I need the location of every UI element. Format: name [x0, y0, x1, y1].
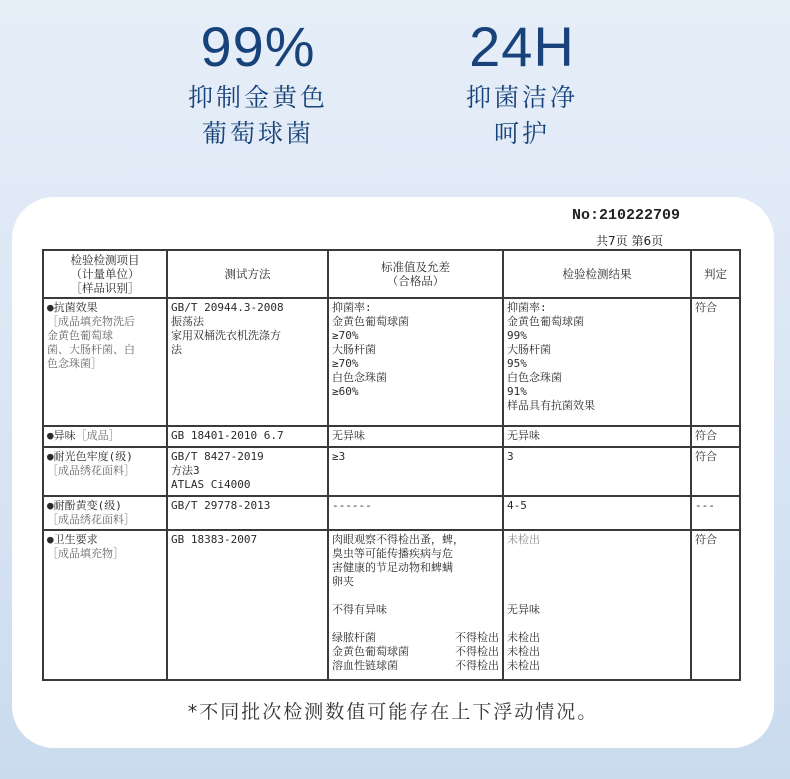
- method-cell: GB 18401-2010 6.7: [167, 426, 328, 447]
- item-name: ●异味: [47, 429, 76, 443]
- item-name: ●抗菌效果: [47, 301, 98, 314]
- result-pests: 未检出: [507, 532, 540, 546]
- item-name: ●卫生要求: [47, 532, 98, 546]
- verdict-cell: 符合: [691, 298, 740, 426]
- item-sample: ［成品填充物洗后 金黄色葡萄球 菌、大肠杆菌、白 色念珠菌］: [47, 315, 135, 370]
- result-cell: 4-5: [503, 496, 691, 530]
- bacteria-name: 溶血性链球菌: [332, 658, 398, 672]
- table-row: [43, 298, 740, 426]
- header-verdict: 判定: [691, 250, 740, 298]
- header-item: 检验检测项目 （计量单位） ［样品识别］: [43, 250, 167, 298]
- stat-caption-line2: 呵护: [493, 119, 550, 148]
- standard-odor: 不得有异味: [332, 602, 387, 616]
- item-cell: [43, 426, 167, 447]
- standard-cell: [328, 530, 503, 680]
- result-bacteria-1: 未检出: [507, 630, 540, 644]
- item-name: ●耐酚黄变(级): [47, 498, 122, 512]
- result-bacteria-2: 未检出: [507, 644, 540, 658]
- method-cell: GB 18383-2007: [167, 530, 328, 680]
- stat-caption-line1: 抑制金黄色: [187, 83, 328, 112]
- item-cell: [43, 530, 167, 680]
- bacteria-standard: 不得检出: [455, 658, 499, 672]
- item-cell: [43, 298, 167, 426]
- standard-cell: ≥3: [328, 447, 503, 495]
- result-cell: 3: [503, 447, 691, 495]
- report-number: No:210222709: [572, 207, 681, 224]
- item-cell: [43, 447, 167, 495]
- header-result: 检验检测结果: [503, 250, 691, 298]
- bacteria-standard: 不得检出: [455, 644, 499, 658]
- standard-pests: 肉眼观察不得检出蚤，蜱， 臭虫等可能传播疾病与危 害健康的节足动物和蜱螨 卵夹: [332, 532, 464, 588]
- item-cell: [43, 496, 167, 530]
- item-sample: ［成品］: [75, 429, 120, 443]
- result-bacteria-3: 未检出: [507, 658, 540, 672]
- report-page-info: 共7页 第6页: [596, 234, 664, 248]
- stat-value: 24H: [469, 15, 575, 78]
- test-report-card: [12, 197, 774, 748]
- table-row: [43, 530, 740, 680]
- item-name: ●耐光色牢度(级): [47, 450, 133, 464]
- verdict-cell: 符合: [691, 530, 740, 680]
- standard-cell: 抑菌率: 金黄色葡萄球菌 ≥70% 大肠杆菌 ≥70% 白色念珠菌 ≥60%: [328, 298, 503, 426]
- standard-cell: ------: [328, 496, 503, 530]
- header-method: 测试方法: [167, 250, 328, 298]
- stat-duration: [392, 14, 652, 152]
- result-cell: [503, 530, 691, 680]
- test-report-table: [42, 249, 741, 681]
- verdict-cell: 符合: [691, 447, 740, 495]
- item-sample: ［成品绣花面料］: [47, 464, 135, 478]
- item-sample: ［成品填充物］: [47, 546, 124, 560]
- footnote: *不同批次检测数值可能存在上下浮动情况。: [187, 701, 599, 723]
- verdict-cell: ---: [691, 496, 740, 530]
- method-cell: GB/T 29778-2013: [167, 496, 328, 530]
- header-standard: 标准值及允差 （合格品）: [328, 250, 503, 298]
- standard-bacteria-2: [332, 645, 499, 659]
- stat-value: 99%: [200, 15, 316, 78]
- bacteria-name: 金黄色葡萄球菌: [332, 644, 409, 658]
- stat-caption-line1: 抑菌洁净: [465, 83, 578, 112]
- table-row: [43, 426, 740, 447]
- table-row: [43, 496, 740, 530]
- bacteria-name: 绿脓杆菌: [332, 630, 376, 644]
- standard-bacteria-1: [332, 631, 499, 645]
- standard-bacteria-3: [332, 659, 499, 673]
- standard-cell: 无异味: [328, 426, 503, 447]
- table-header-row: [43, 250, 740, 298]
- result-cell: 抑菌率: 金黄色葡萄球菌 99% 大肠杆菌 95% 白色念珠菌 91% 样品具有抗菌效果: [503, 298, 691, 426]
- stat-antibacterial: [128, 14, 388, 152]
- verdict-cell: 符合: [691, 426, 740, 447]
- item-sample: ［成品绣花面料］: [47, 512, 135, 526]
- stat-caption-line2: 葡萄球菌: [201, 119, 314, 148]
- bacteria-standard: 不得检出: [455, 630, 499, 644]
- result-odor: 无异味: [507, 602, 540, 616]
- method-cell: GB/T 8427-2019 方法3 ATLAS Ci4000: [167, 447, 328, 495]
- result-cell: 无异味: [503, 426, 691, 447]
- method-cell: GB/T 20944.3-2008 振荡法 家用双桶洗衣机洗涤方 法: [167, 298, 328, 426]
- table-row: [43, 447, 740, 495]
